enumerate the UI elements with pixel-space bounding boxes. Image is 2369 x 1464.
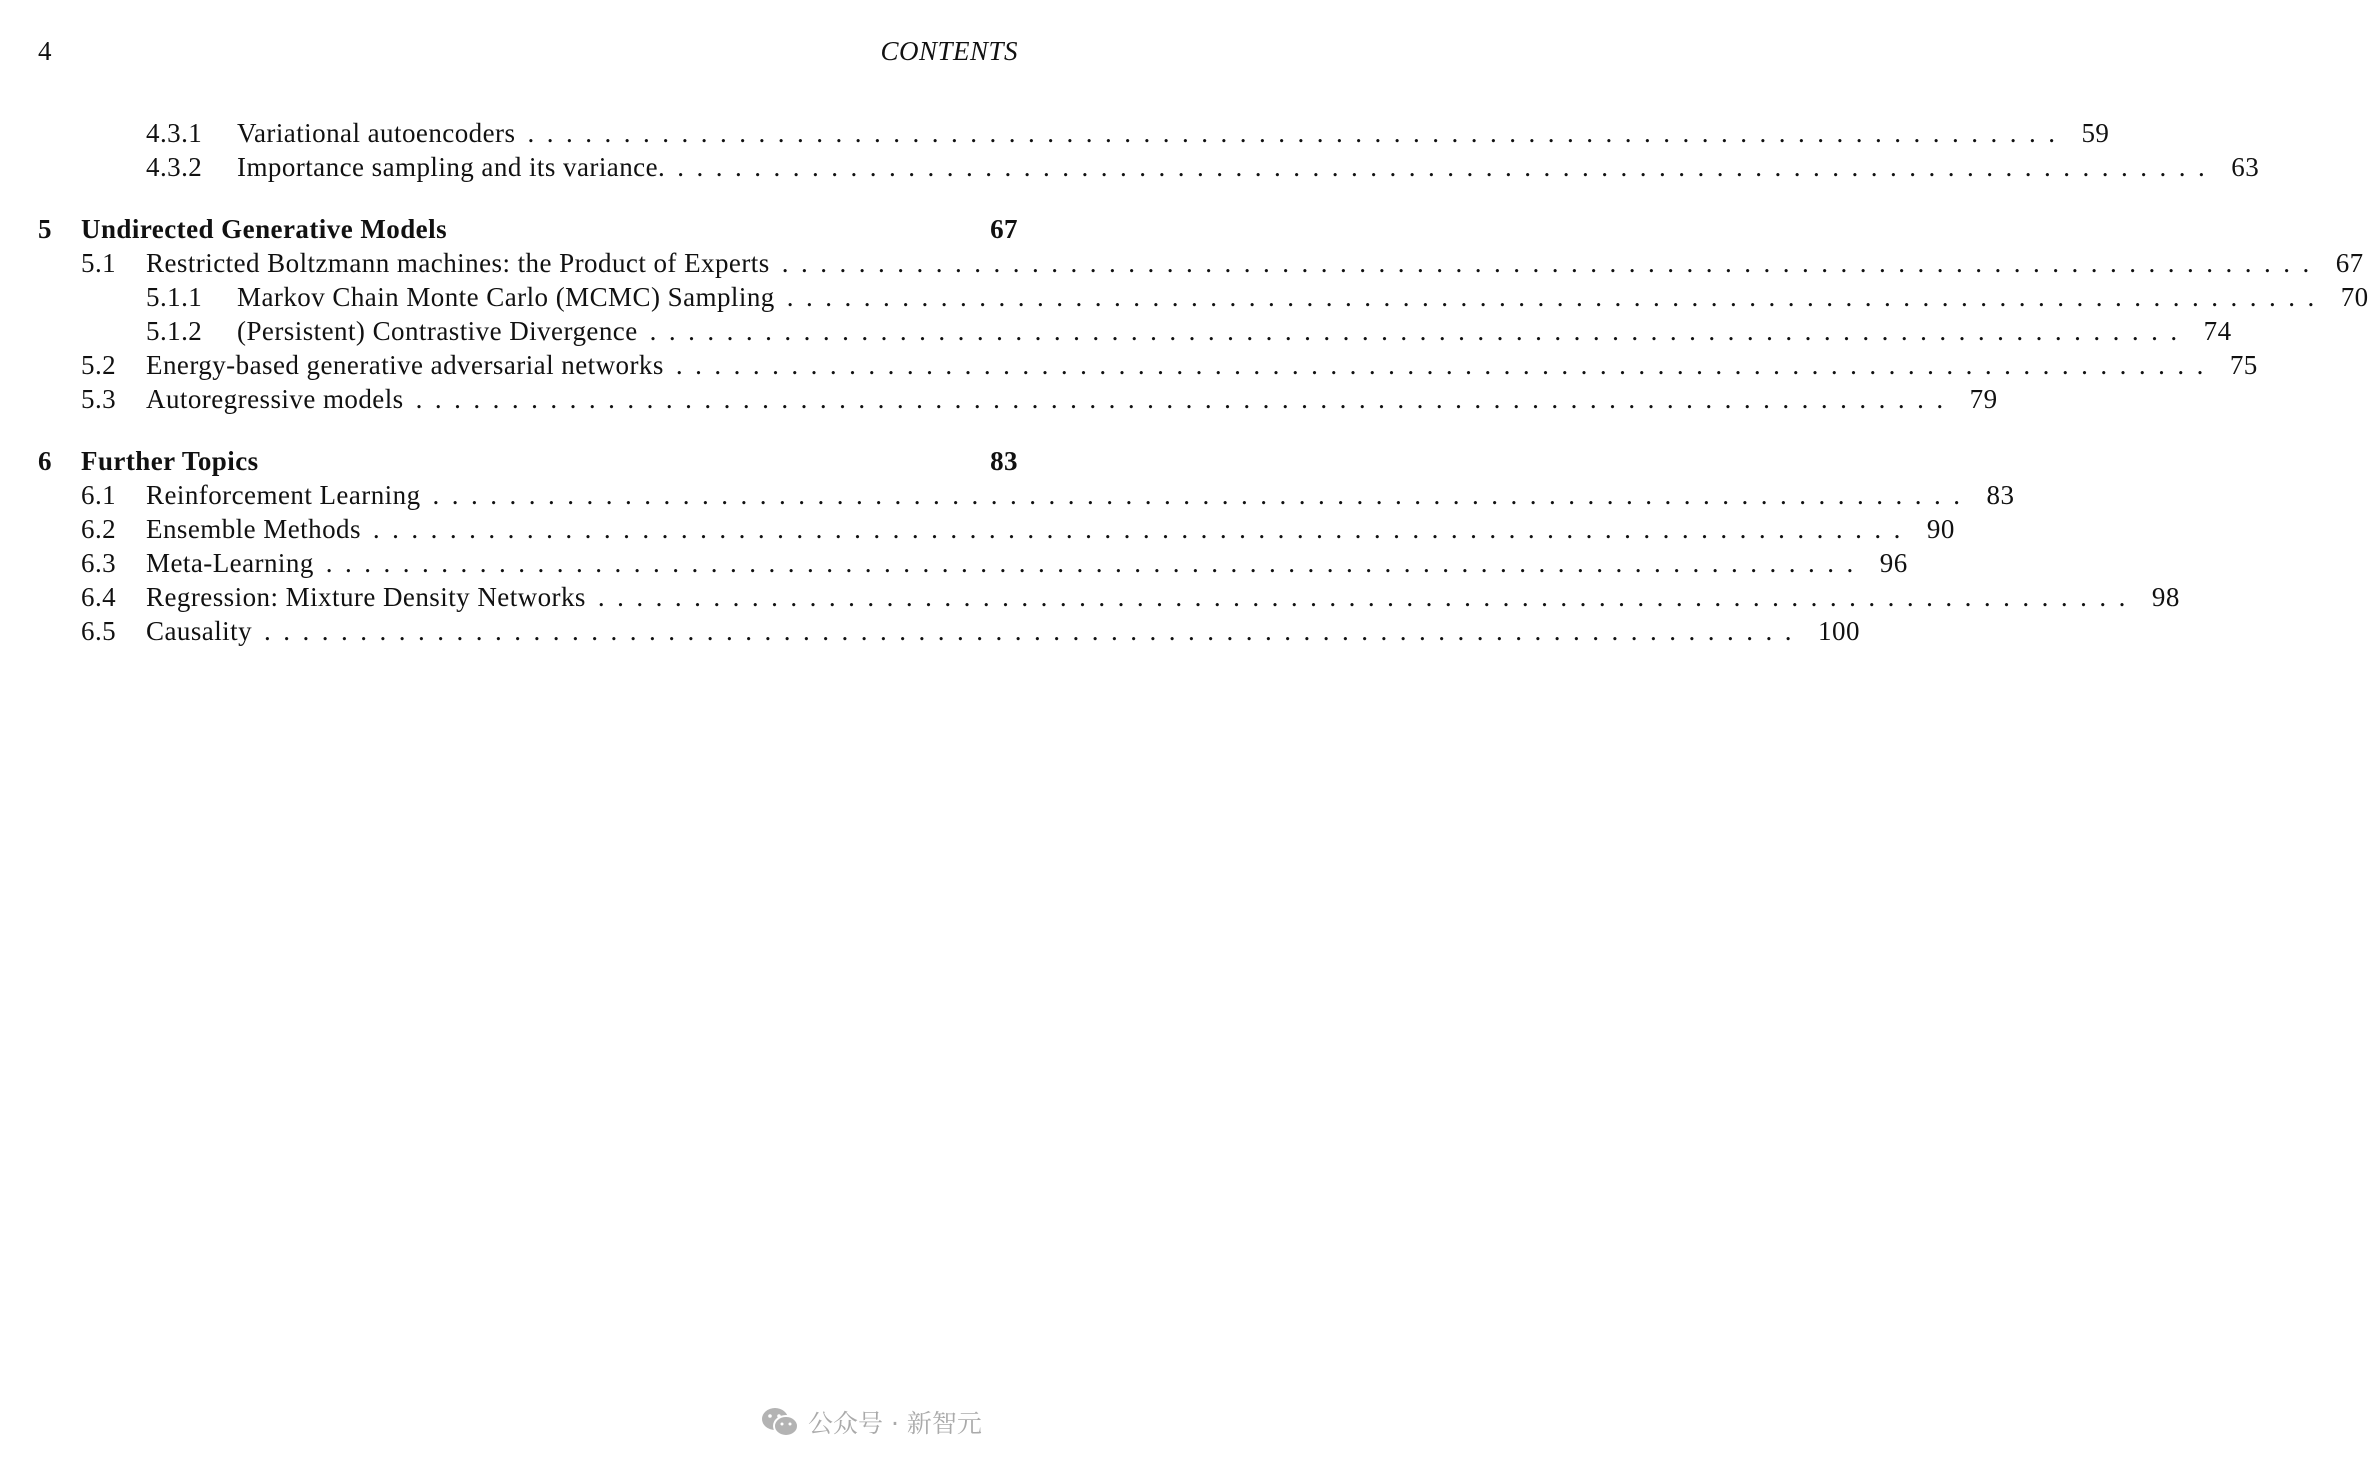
toc-entry[interactable] [0, 478, 2015, 512]
dot-leader: ................................................................................ [781, 248, 2322, 278]
toc-entry[interactable] [0, 280, 2369, 314]
entry-title: Further Topics [81, 446, 259, 476]
entry-page: 100 [1818, 616, 1860, 646]
toc-entry[interactable] [0, 348, 2258, 382]
toc-entry[interactable] [0, 246, 2364, 280]
entry-title: Undirected Generative Models [81, 214, 448, 244]
entry-title: Reinforcement Learning [146, 480, 421, 510]
entry-page: 67 [990, 214, 1018, 244]
entry-number: 6 [38, 446, 52, 476]
entry-title: Restricted Boltzmann machines: the Product of Experts [146, 248, 770, 278]
dot-leader: ................................................................................ [649, 316, 2190, 346]
toc-entry[interactable] [0, 314, 2232, 348]
toc-entry[interactable] [0, 116, 2110, 150]
entry-title: Energy-based generative adversarial networks [146, 350, 664, 380]
entry-page: 83 [990, 446, 1018, 476]
entry-title: Autoregressive models [146, 384, 404, 414]
entry-title: Causality [146, 616, 253, 646]
dot-leader: ................................................................................ [415, 384, 1956, 414]
toc-entry[interactable] [0, 150, 2260, 184]
page-number: 4 [38, 36, 52, 66]
dot-leader: ................................................................................ [675, 350, 2216, 380]
toc-entry[interactable] [0, 580, 2180, 614]
entry-number: 5.1.1 [146, 282, 203, 312]
entry-number: 5.2 [81, 350, 117, 380]
entry-page: 98 [2151, 582, 2180, 612]
toc-entry[interactable] [0, 444, 1046, 478]
entry-page: 90 [1926, 514, 1955, 544]
toc-entry[interactable] [0, 382, 1998, 416]
entry-number: 5.1 [81, 248, 117, 278]
entry-title: (Persistent) Contrastive Divergence [237, 316, 638, 346]
entry-number: 4.3.2 [146, 152, 203, 182]
dot-leader: ................................................................................ [264, 616, 1805, 646]
entry-page: 96 [1879, 548, 1908, 578]
entry-title: Markov Chain Monte Carlo (MCMC) Sampling [237, 282, 775, 312]
entry-title: Meta-Learning [146, 548, 314, 578]
dot-leader: ................................................................................ [527, 118, 2068, 148]
entry-title: Ensemble Methods [146, 514, 361, 544]
entry-number: 5.1.2 [146, 316, 203, 346]
toc-entry[interactable] [0, 614, 1860, 648]
toc-entry[interactable] [0, 546, 1908, 580]
wechat-icon [760, 1406, 800, 1438]
toc-entry[interactable] [0, 212, 1046, 246]
entry-page: 59 [2081, 118, 2110, 148]
entry-page: 75 [2229, 350, 2258, 380]
entry-page: 74 [2203, 316, 2232, 346]
entry-page: 83 [1986, 480, 2015, 510]
toc-entry[interactable] [0, 512, 1955, 546]
entry-number: 6.3 [81, 548, 117, 578]
running-head: CONTENTS [880, 36, 1018, 66]
entry-number: 6.2 [81, 514, 117, 544]
dot-leader: ................................................................................ [372, 514, 1913, 544]
entry-page: 67 [2335, 248, 2364, 278]
entry-title: Importance sampling and its variance. [237, 152, 666, 182]
watermark [760, 1404, 982, 1440]
entry-number: 6.1 [81, 480, 117, 510]
entry-number: 5.3 [81, 384, 117, 414]
entry-page: 63 [2231, 152, 2260, 182]
entry-number: 6.5 [81, 616, 117, 646]
entry-number: 6.4 [81, 582, 117, 612]
entry-number: 4.3.1 [146, 118, 203, 148]
entry-page: 79 [1969, 384, 1998, 414]
dot-leader: ................................................................................ [786, 282, 2327, 312]
entry-number: 5 [38, 214, 52, 244]
entry-title: Regression: Mixture Density Networks [146, 582, 586, 612]
dot-leader: ................................................................................ [597, 582, 2138, 612]
dot-leader: ................................................................................ [677, 152, 2218, 182]
entry-title: Variational autoencoders [237, 118, 516, 148]
dot-leader: ................................................................................ [325, 548, 1866, 578]
watermark-text: 公众号 · 新智元 [808, 1409, 982, 1438]
table-of-contents [0, 116, 2369, 648]
entry-page: 70 [2340, 282, 2369, 312]
dot-leader: ................................................................................ [432, 480, 1973, 510]
